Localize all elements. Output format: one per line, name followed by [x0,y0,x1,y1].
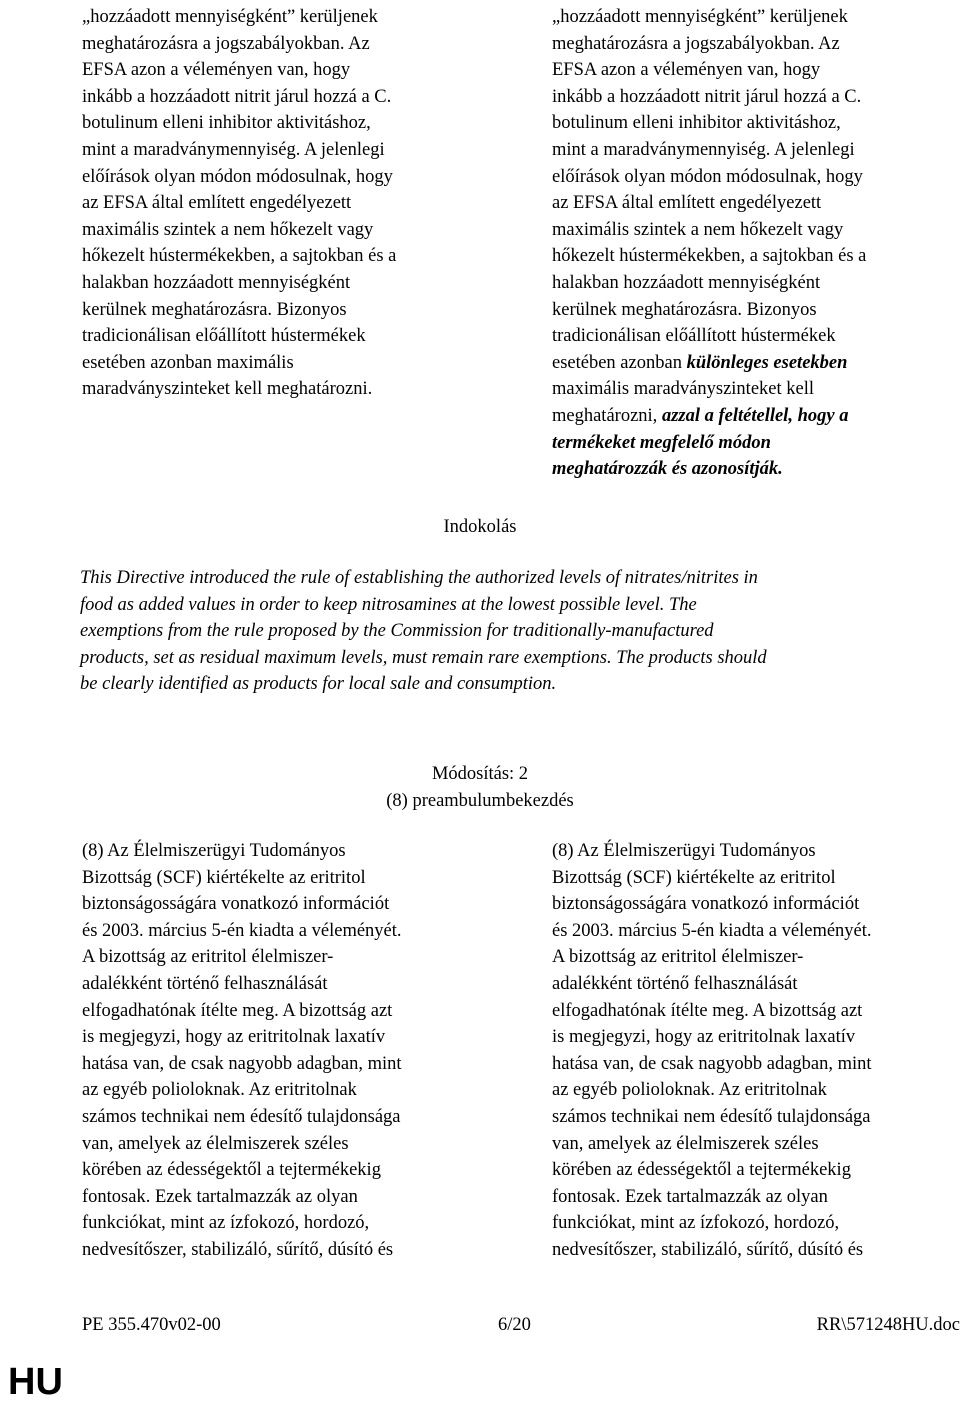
text-line: elfogadhatónak ítélte meg. A bizottság azt [82,1000,393,1021]
amended-text [552,838,952,1264]
text-line: számos technikai nem édesítő tulajdonsága [82,1106,401,1127]
text-line: az EFSA által említett engedélyezett [552,193,822,214]
text-line: esetében azonban maximális [82,352,294,373]
text-line: adalékként történő felhasználását [552,973,798,994]
text-line: botulinum elleni inhibitor aktivitáshoz, [552,113,841,134]
text-line: be clearly identified as products for local sale and consumption. [80,674,557,695]
text-line: products, set as residual maximum levels, must remain rare exemptions. The products should [80,647,767,668]
text-line: számos technikai nem édesítő tulajdonsága [552,1106,871,1127]
text-plain: meghatározni, [552,405,662,426]
document-reference: PE 355.470v02-00 [82,1315,221,1335]
text-line: fontosak. Ezek tartalmazzák az olyan [82,1186,358,1207]
top-left-text [82,4,482,403]
text-line: „hozzáadott mennyiségként” kerüljenek [82,7,378,27]
text-line: hatása van, de csak nagyobb adagban, mint [82,1053,402,1074]
text-line: biztonságosságára vonatkozó információt [552,894,860,915]
text-line: hőkezelt hústermékekben, a sajtokban és a [552,246,867,267]
text-line: EFSA azon a véleményen van, hogy [552,60,821,81]
justification-text [80,565,940,698]
text-line: maximális maradványszinteket kell [552,379,814,400]
amendment-target: (8) preambulumbekezdés [386,791,574,811]
text-line: food as added values in order to keep nitrosamines at the lowest possible level. The [80,594,697,615]
text-line: az egyéb polioloknak. Az eritritolnak [552,1080,827,1101]
text-line: „hozzáadott mennyiségként” kerüljenek [552,7,848,27]
text-line: van, amelyek az élelmiszerek széles [82,1133,349,1154]
text-line: meghatározásra a jogszabályokban. Az [552,33,840,54]
text-line: az EFSA által említett engedélyezett [82,193,352,214]
text-line: nedvesítőszer, stabilizáló, sűrítő, dúsító és [552,1239,864,1260]
original-text [82,838,482,1264]
page-number: 6/20 [498,1315,531,1335]
text-line: meghatározásra a jogszabályokban. Az [82,33,370,54]
amended-text: azzal a feltétellel, hogy a [661,405,849,426]
text-line: halakban hozzáadott mennyiségként [552,272,821,293]
text-line: botulinum elleni inhibitor aktivitáshoz, [82,113,371,134]
report-reference: RR\571248HU.doc [816,1315,960,1335]
text-line: tradicionálisan előállított hústermékek [552,326,836,347]
text-line: biztonságosságára vonatkozó információt [82,894,390,915]
text-line: tradicionálisan előállított hústermékek [82,326,366,347]
text-line: körében az édességektől a tejtermékekig [552,1160,851,1181]
text-line [552,403,952,430]
text-line: körében az édességektől a tejtermékekig [82,1160,381,1181]
text-line: hatása van, de csak nagyobb adagban, mint [552,1053,872,1074]
text-line: előírások olyan módon módosulnak, hogy [82,166,393,187]
text-line: az egyéb polioloknak. Az eritritolnak [82,1080,357,1101]
language-code: HU [8,1361,63,1403]
text-line: kerülnek meghatározásra. Bizonyos [552,299,817,320]
text-line: A bizottság az eritritol élelmiszer- [82,947,334,968]
amended-text-line: termékeket megfelelő módon [552,432,771,453]
text-line: funkciókat, mint az ízfokozó, hordozó, [552,1213,840,1234]
top-right-text [552,4,952,483]
text-line: hőkezelt hústermékekben, a sajtokban és a [82,246,397,267]
amended-text: különleges esetekben [686,352,848,373]
text-line: mint a maradványmennyiség. A jelenlegi [82,139,385,160]
text-line: funkciókat, mint az ízfokozó, hordozó, [82,1213,370,1234]
text-line: inkább a hozzáadott nitrit járul hozzá a C. [82,86,392,107]
amendment-number: Módosítás: 2 [431,764,529,784]
text-line: maximális szintek a nem hőkezelt vagy [552,219,844,240]
text-line: mint a maradványmennyiség. A jelenlegi [552,139,855,160]
text-line: is megjegyzi, hogy az eritritolnak laxatív [552,1027,856,1048]
text-line: Bizottság (SCF) kiértékelte az eritritol [552,867,836,888]
amended-text-line: meghatározzák és azonosítják. [552,459,783,480]
text-line: kerülnek meghatározásra. Bizonyos [82,299,347,320]
text-plain: esetében azonban [552,352,687,373]
text-line: Bizottság (SCF) kiértékelte az eritritol [82,867,366,888]
text-line: (8) Az Élelmiszerügyi Tudományos [82,841,346,861]
text-line: (8) Az Élelmiszerügyi Tudományos [552,841,816,861]
text-line: A bizottság az eritritol élelmiszer- [552,947,804,968]
text-line: és 2003. március 5-én kiadta a véleményét. [82,920,402,941]
text-line: és 2003. március 5-én kiadta a véleményét. [552,920,872,941]
text-line: maradványszinteket kell meghatározni. [82,379,373,400]
text-line: halakban hozzáadott mennyiségként [82,272,351,293]
text-line: This Directive introduced the rule of establishing the authorized levels of nitrates/nitrites in [80,568,758,588]
text-line: inkább a hozzáadott nitrit járul hozzá a C. [552,86,862,107]
text-line: EFSA azon a véleményen van, hogy [82,60,351,81]
justification-heading: Indokolás [443,517,517,537]
text-line: is megjegyzi, hogy az eritritolnak laxatív [82,1027,386,1048]
text-line: nedvesítőszer, stabilizáló, sűrítő, dúsító és [82,1239,394,1260]
text-line: elfogadhatónak ítélte meg. A bizottság azt [552,1000,863,1021]
text-line: adalékként történő felhasználását [82,973,328,994]
text-line: van, amelyek az élelmiszerek széles [552,1133,819,1154]
page-footer [82,1312,960,1340]
text-line: exemptions from the rule proposed by the Commission for traditionally-manufactured [80,621,714,642]
text-line: maximális szintek a nem hőkezelt vagy [82,219,374,240]
text-line [552,350,952,377]
text-line: fontosak. Ezek tartalmazzák az olyan [552,1186,828,1207]
text-line: előírások olyan módon módosulnak, hogy [552,166,863,187]
